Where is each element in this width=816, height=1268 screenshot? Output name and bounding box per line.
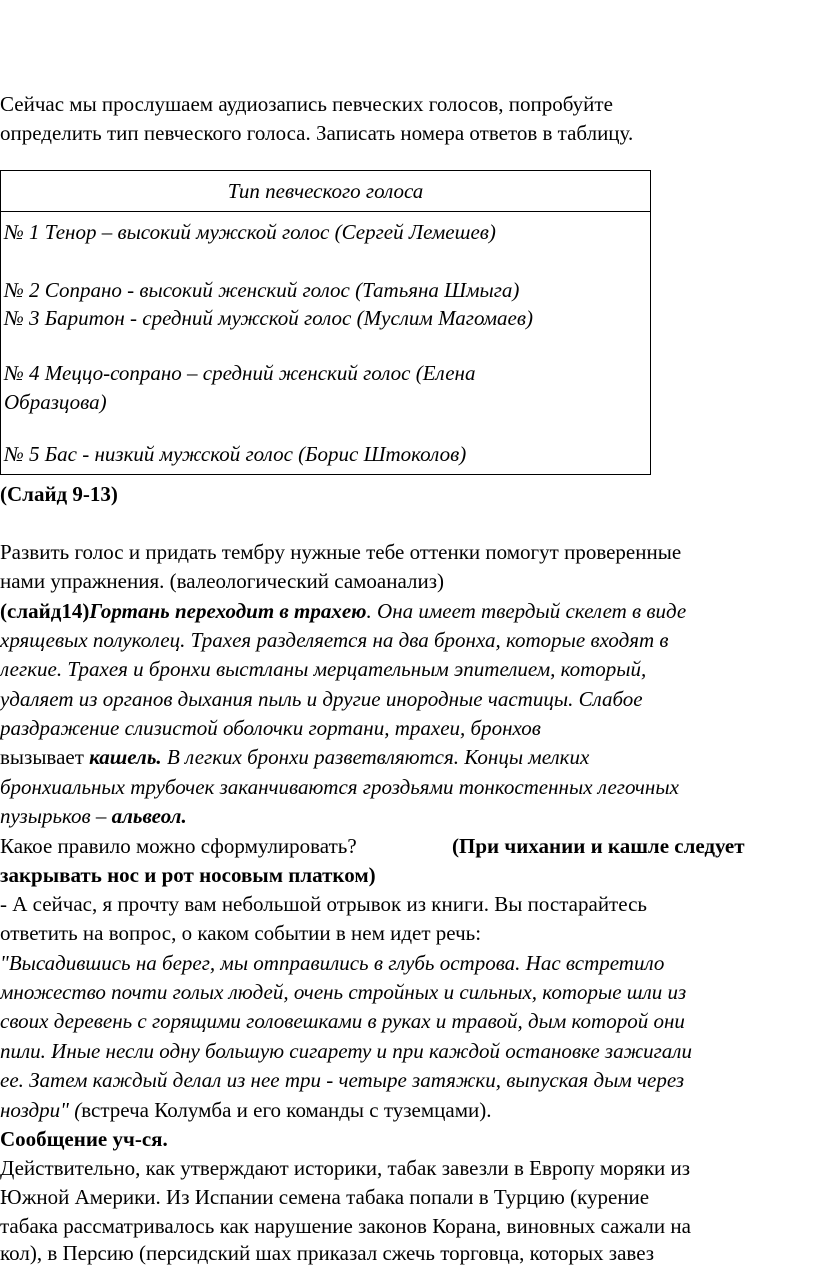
quote-line-2: множество почти голых людей, очень стройных и сильных, которые шли из: [0, 980, 687, 1004]
para2-line-7: бронхиальных трубочек заканчиваются гроздьями тонкостенных легочных: [0, 775, 679, 799]
para1-line-1: Развить голос и придать тембру нужные тебе оттенки помогут проверенные: [0, 540, 682, 564]
quote-line-4: пили. Иные несли одну большую сигарету и при каждой остановке зажигали: [0, 1039, 692, 1063]
slide-reference: (Слайд 9-13): [0, 482, 118, 506]
table-row: Образцова): [4, 390, 107, 414]
quote-line-6-normal: встреча Колумба и его команды с туземцами).: [81, 1098, 492, 1122]
para2-slide-ref: (слайд14): [0, 599, 90, 623]
para1-line-2: нами упражнения. (валеологический самоанализ): [0, 569, 445, 593]
para2-line-8-pre: пузырьков –: [0, 804, 112, 828]
rule-answer-1: (При чихании и кашле следует: [452, 834, 745, 858]
para2-alveoli: альвеол.: [111, 804, 187, 828]
quote-line-3: своих деревень с горящими головешками в руках и травой, дым которой они: [0, 1009, 685, 1033]
intro-line-2: определить тип певческого голоса. Записать номера ответов в таблицу.: [0, 121, 634, 145]
message-line-3: табака рассматривалось как нарушение законов Корана, виновных сажали на: [0, 1214, 691, 1238]
reading-line-1: - А сейчас, я прочту вам небольшой отрывок из книги. Вы постарайтесь: [0, 892, 647, 916]
reading-line-2: ответить на вопрос, о каком событии в нем идет речь:: [0, 921, 482, 945]
table-row: № 1 Тенор – высокий мужской голос (Сергей Лемешев): [4, 220, 496, 244]
para2-line-4: удаляет из органов дыхания пыль и другие инородные частицы. Слабое: [0, 687, 643, 711]
para2-line-1-rest: . Она имеет твердый скелет в виде: [366, 599, 687, 623]
intro-line-1: Сейчас мы прослушаем аудиозапись певческих голосов, попробуйте: [0, 92, 613, 116]
para2-line-2: хрящевых полуколец. Трахея разделяется на два бронха, которые входят в: [0, 628, 669, 652]
para2-line-6-pre: вызывает: [0, 745, 90, 769]
table-body-cell: [1, 212, 651, 475]
para2-line-5: раздражение слизистой оболочки гортани, трахеи, бронхов: [0, 716, 541, 740]
quote-line-6-italic: ноздри" (: [0, 1098, 82, 1122]
para2-line-3: легкие. Трахея и бронхи выстланы мерцательным эпителием, который,: [0, 657, 647, 681]
para2-lead: Гортань переходит в трахею: [89, 599, 367, 623]
message-line-1: Действительно, как утверждают историки, табак завезли в Европу моряки из: [0, 1156, 691, 1180]
quote-line-5: ее. Затем каждый делал из нее три - четыре затяжки, выпуская дым через: [0, 1068, 685, 1092]
rule-answer-2: закрывать нос и рот носовым платком): [0, 863, 376, 887]
voice-types-table: [0, 170, 651, 475]
message-line-2: Южной Америки. Из Испании семена табака попали в Турцию (курение: [0, 1185, 650, 1209]
table-row: № 4 Меццо-сопрано – средний женский голос (Елена: [4, 361, 476, 385]
table-header: Тип певческого голоса: [1, 171, 651, 212]
table-row: № 2 Сопрано - высокий женский голос (Татьяна Шмыга): [4, 278, 520, 302]
table-row: № 5 Бас - низкий мужской голос (Борис Штоколов): [4, 442, 467, 466]
quote-line-1: "Высадившись на берег, мы отправились в глубь острова. Нас встретило: [0, 951, 665, 975]
para2-line-8: [0, 802, 187, 831]
para2-line-6-rest: В легких бронхи разветвляются. Концы мелких: [161, 745, 590, 769]
message-line-4: кол), в Персию (персидский шах приказал сжечь торговца, которых завез: [0, 1241, 655, 1265]
table-row: № 3 Баритон - средний мужской голос (Муслим Магомаев): [4, 306, 533, 330]
para2-line-1: [0, 597, 686, 626]
rule-question: Какое правило можно сформулировать?: [0, 834, 357, 858]
message-title: Сообщение уч-ся.: [0, 1127, 168, 1151]
quote-line-6: [0, 1096, 492, 1125]
para2-line-6: [0, 743, 589, 772]
para2-cough: кашель.: [89, 745, 162, 769]
